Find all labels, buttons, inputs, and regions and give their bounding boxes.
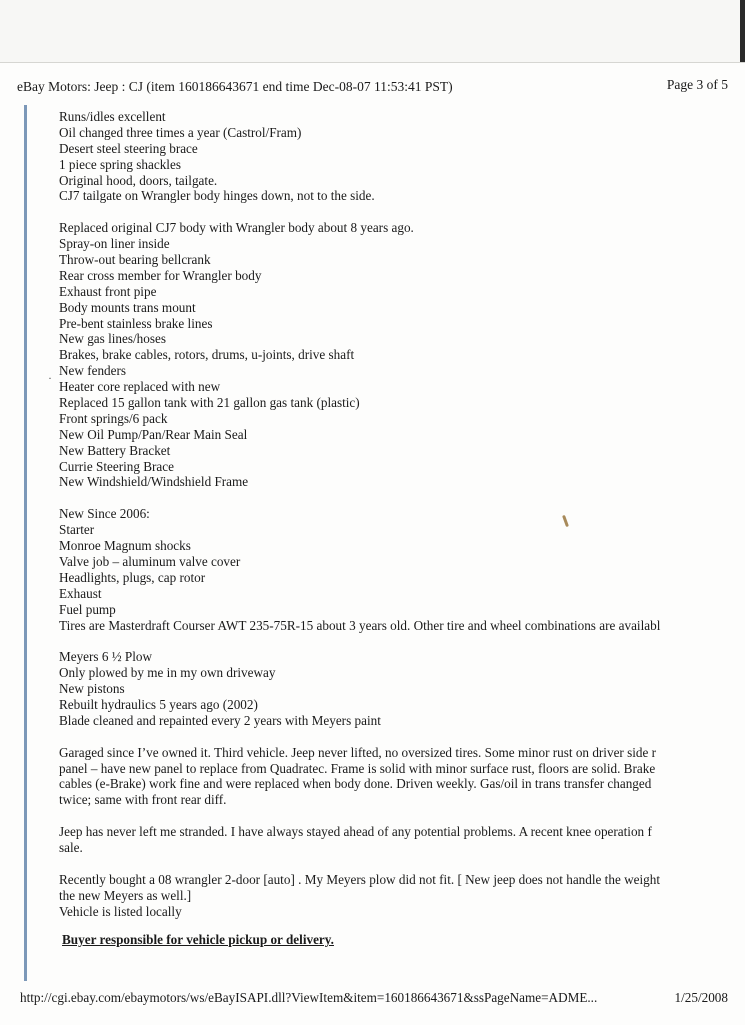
text-line: twice; same with front rear diff. [59, 792, 227, 808]
text-line: Pre-bent stainless brake lines [59, 315, 213, 331]
text-line: New fenders [59, 363, 127, 379]
block-reason-for-sale [59, 872, 745, 920]
text-line: New Oil Pump/Pan/Rear Main Seal [59, 426, 248, 442]
text-line: Headlights, plugs, cap rotor [59, 569, 206, 585]
block-body-replacement [59, 220, 745, 490]
block-reliability [59, 824, 745, 856]
text-line: the new Meyers as well.] [59, 887, 192, 903]
text-line: Blade cleaned and repainted every 2 years with Meyers paint [59, 712, 381, 728]
text-line: New Battery Bracket [59, 442, 171, 458]
text-line: Runs/idles excellent [59, 109, 166, 124]
text-line: 1 piece spring shackles [59, 156, 181, 172]
text-line: panel – have new panel to replace from Quadratec. Frame is solid with minor surface rust, floors are solid. Brake [59, 760, 656, 776]
text-line: Exhaust front pipe [59, 283, 157, 299]
listing-description [59, 109, 745, 948]
text-line: Heater core replaced with new [59, 379, 221, 395]
text-line: Oil changed three times a year (Castrol/Fram) [59, 124, 302, 140]
text-line: Jeep has never left me stranded. I have always stayed ahead of any potential problems. A recent knee operation f [59, 824, 652, 840]
margin-bar [24, 105, 27, 981]
text-line: New Since 2006: [59, 506, 150, 522]
text-line: Monroe Magnum shocks [59, 538, 191, 554]
text-line: Vehicle is listed locally [59, 903, 182, 919]
text-line: Original hood, doors, tailgate. [59, 172, 218, 188]
top-sheet [0, 0, 745, 62]
text-line: sale. [59, 839, 83, 855]
text-line: Only plowed by me in my own driveway [59, 665, 276, 681]
text-line: Fuel pump [59, 601, 116, 617]
text-line: Valve job – aluminum valve cover [59, 553, 241, 569]
buyer-responsibility-note: Buyer responsible for vehicle pickup or delivery. [62, 932, 334, 948]
text-line: Spray-on liner inside [59, 236, 170, 252]
document-page [0, 62, 745, 1025]
block-new-since-2006 [59, 506, 745, 633]
page-header-title: eBay Motors: Jeep : CJ (item 160186643671 end time Dec-08-07 11:53:41 PST) [17, 79, 453, 94]
text-line: Starter [59, 522, 95, 538]
text-line: Meyers 6 ½ Plow [59, 649, 153, 665]
text-line: Rear cross member for Wrangler body [59, 267, 262, 283]
text-line: Recently bought a 08 wrangler 2-door [auto] . My Meyers plow did not fit. [ New jeep does not handle the weight [59, 871, 660, 887]
text-line: Tires are Masterdraft Courser AWT 235-75R-15 about 3 years old. Other tire and wheel combinations are availabl [59, 617, 661, 633]
stray-mark: · [48, 371, 52, 385]
block-garaged [59, 745, 745, 809]
text-line: New gas lines/hoses [59, 331, 166, 347]
text-line: New Windshield/Windshield Frame [59, 474, 249, 490]
text-line: Replaced 15 gallon tank with 21 gallon gas tank (plastic) [59, 395, 360, 411]
text-line: Front springs/6 pack [59, 410, 168, 426]
text-line: Body mounts trans mount [59, 299, 196, 315]
footer-date: 1/25/2008 [674, 990, 728, 1005]
block-features [59, 109, 745, 204]
footer-url: http://cgi.ebay.com/ebaymotors/ws/eBayISAPI.dll?ViewItem&item=160186643671&ssPageName=ADME... [20, 990, 598, 1005]
sheet-edge [740, 0, 745, 62]
page-number: Page 3 of 5 [666, 77, 728, 92]
text-line: CJ7 tailgate on Wrangler body hinges down, not to the side. [59, 188, 375, 204]
text-line: Throw-out bearing bellcrank [59, 252, 211, 268]
text-line: Desert steel steering brace [59, 140, 198, 156]
text-line: Rebuilt hydraulics 5 years ago (2002) [59, 696, 258, 712]
block-plow [59, 649, 745, 728]
text-line: New pistons [59, 681, 125, 697]
text-line: Replaced original CJ7 body with Wrangler body about 8 years ago. [59, 220, 414, 236]
text-line: cables (e-Brake) work fine and were replaced when body done. Driven weekly. Gas/oil in trans transfer changed [59, 776, 652, 792]
text-line: Garaged since I’ve owned it. Third vehicle. Jeep never lifted, no oversized tires. Some minor rust on driver side r [59, 744, 657, 760]
text-line: Exhaust [59, 585, 102, 601]
text-line: Currie Steering Brace [59, 458, 174, 474]
text-line: Brakes, brake cables, rotors, drums, u-joints, drive shaft [59, 347, 355, 363]
